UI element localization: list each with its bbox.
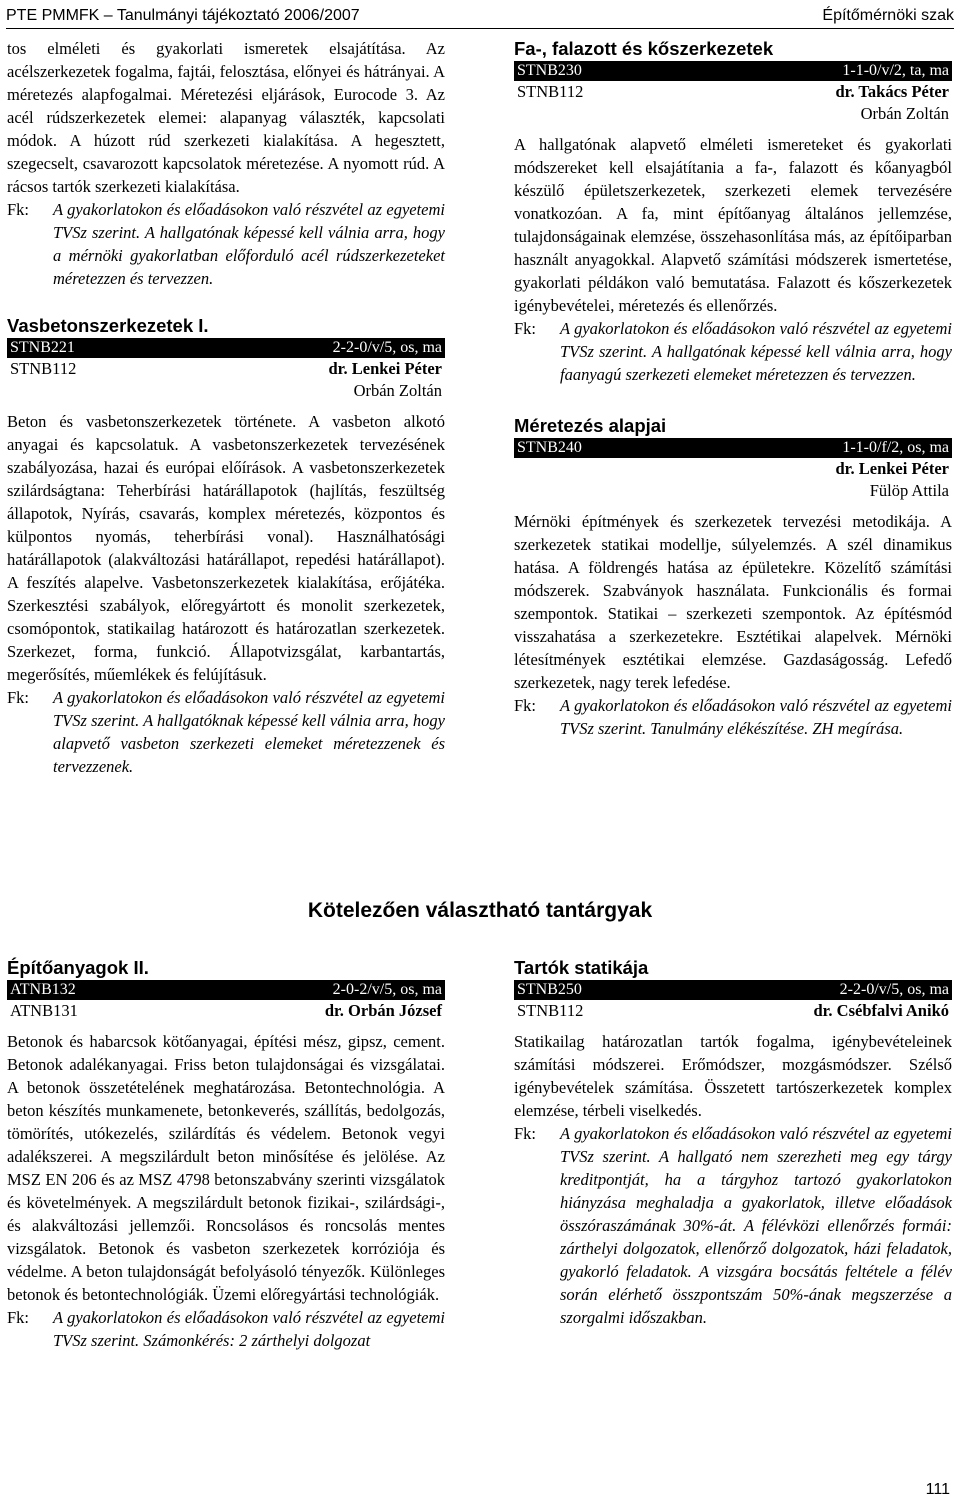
right-top-column — [514, 37, 952, 740]
right-bottom-column — [514, 956, 952, 1329]
vasbeton-sub-row — [7, 358, 445, 380]
tartok-body: Statikailag határozatlan tartók fogalma, igénybevételeinek számítási módszerei. Erőmódszer, mozgásmódszer. Szélső igénybevételek számítása. Összetett tartószerkezetek komplex elemzése, térbeli viselkedés. — [514, 1032, 952, 1120]
left-bottom-column — [7, 956, 445, 1352]
acel-intro-text: tos elméleti és gyakorlati ismeretek elsajátítása. Az acélszerkezetek fogalma, fajtái, felosztása, előnyei és hátrányai. A méretezés alapfogalmai. Méretezési eljárások, Eurocode 3. Az acél rúdszerkezetek elemei: alapanyag választék, kapcsolati módok. A húzott rúd szerkezeti kialakítása. A hegesztett, szegecselt, csavarozott kapcsolatok méretezése. A nyomott rúd. A rácsos tartók szerkezeti kialakítása. — [7, 39, 445, 196]
section-title: Kötelezően választható tantárgyak — [307, 899, 653, 922]
epitoanyagok-sub-row — [7, 1000, 445, 1022]
epitoanyagok-title: Építőanyagok II. — [7, 957, 149, 978]
course-hours: 2-0-2/v/5, os, ma — [332, 981, 442, 998]
falazott-body: A hallgatónak alapvető elméleti ismereteket és gyakorlati módszereket kell elsajátítania a fa-, falazott és kőanyagból készülő épületszerkezetek, szerkezeti elemek tervezésére vonatkozóan. A fa, mint építőanyag általános jellemzése, tulajdonságainak elemzése, összehasonlítása más, az építőiparban használt anyagokkal. Alapvető számítási módszerek ismertetése, gyakorlati példákon való bemutatása. Falazott és kőszerkezetek igénybevételei, méretezés és ellenőrzés. — [514, 135, 952, 315]
epitoanyagok-fk — [7, 1306, 445, 1352]
course-code: STNB230 — [517, 62, 582, 79]
lecturer-secondary: Orbán Zoltán — [353, 381, 442, 400]
falazott-fk — [514, 317, 952, 386]
lecturer-primary: dr. Csébfalvi Anikó — [813, 1001, 949, 1020]
fk-text: A gyakorlatokon és előadásokon való részvétel az egyetemi TVSz szerint. Tanulmány elékészítése. ZH megírása. — [560, 696, 952, 738]
lecturer-primary: dr. Lenkei Péter — [835, 459, 949, 478]
meretezes-fk — [514, 694, 952, 740]
fk-label: Fk: — [514, 319, 537, 338]
vasbeton-body: Beton és vasbetonszerkezetek története. A vasbeton alkotó anyagai és kapcsolatuk. A vasbetonszerkezetek tervezésének szabályozása, hazai és európai előírások. A vasbetonszerkezetek szilárdságtana: Teherbírási határállapotok (hajlítás, feszültség állapotok, Nyírás, csavarás, komplex méretezés, központos és külpontos nyomás, teherbírási vonal). Használhatósági határállapotok (alakváltozási határállapot, repedési határállapot). A feszítés alapelve. Vasbetonszerkezetek kialakítása, erőjátéka. Szerkesztési szabályok, előregyártott és monolit szerkezetek, csomópontok, statikailag határozott és határozatlan szerkezetek. Szerkezet, forma, funkció. Állapotvizsgálat, karbantartás, megerősítés, műemlékek és felújításuk. — [7, 412, 445, 684]
vasbeton-title: Vasbetonszerkezetek I. — [7, 315, 209, 336]
vasbeton-code-bar — [7, 338, 445, 358]
fk-text: A gyakorlatokon és előadásokon való részvétel az egyetemi TVSz szerint. A hallgató nem szerezheti meg egy tárgy kreditpontját, ha a tárgyhoz tartozó gyakorlatokon hiányzása meghaladja a gyakorlatok, illetve előadások összóraszámának 30%-át. A félévközi ellenőrzés formái: zárthelyi dolgozatok, ellenőrző dolgozatok, házi feladatok, gyakorló feladatok. A vizsgára bocsátás feltétele a félév során elérhető összpontszám 50%-ának megszerzése a szorgalmi időszakban. — [560, 1124, 952, 1327]
fk-text: A gyakorlatokon és előadásokon való részvétel az egyetemi TVSz szerint. A hallgatóknak képessé kell válnia arra, hogy alapvető vasbeton szerkezeti elemeket méretezzenek és tervezzenek. — [53, 688, 445, 776]
fk-label: Fk: — [7, 1308, 30, 1327]
tartok-code-bar — [514, 980, 952, 1000]
header-right: Építőmérnöki szak — [822, 7, 954, 24]
fk-text: A gyakorlatokon és előadásokon való részvétel az egyetemi TVSz szerint. A hallgatónak képessé kell válnia arra, hogy a mérnöki gyakorlatban előforduló acél rúdszerkezeteket méretezzen és tervezzen. — [53, 200, 445, 288]
course-hours: 2-2-0/v/5, os, ma — [839, 981, 949, 998]
fk-text: A gyakorlatokon és előadásokon való részvétel az egyetemi TVSz szerint. A hallgatónak képessé kell válnia arra, hogy faanyagú szerkezeti elemeket méretezzen és tervezzen. — [560, 319, 952, 384]
tartok-fk — [514, 1122, 952, 1329]
tartok-sub-row — [514, 1000, 952, 1022]
fk-label: Fk: — [7, 200, 30, 219]
course-code: STNB240 — [517, 439, 582, 456]
lecturer-primary: dr. Takács Péter — [835, 82, 949, 101]
meretezes-body: Mérnöki építmények és szerkezetek tervezési metodikája. A szerkezetek statikai modellje, súlyelemzés. A szél dinamikus hatása. A földrengés hatása az épületekre. Közelítő számítási módszerek. Szabványok használata. Funkcionális és formai szempontok. Statikai – szerkezeti szempontok. Az építésmód visszahatása a szerkezetekre. Esztétikai alapelvek. Mérnöki létesítmények esztétikai elemzése. Gazdaságosság. Lefedő szerkezetek, nagy terek lefedése. — [514, 512, 952, 692]
header-left: PTE PMMFK – Tanulmányi tájékoztató 2006/2007 — [6, 7, 360, 24]
prereq-code: ATNB131 — [10, 1001, 78, 1020]
meretezes-title: Méretezés alapjai — [514, 415, 667, 436]
course-hours: 1-1-0/f/2, os, ma — [842, 439, 949, 456]
fk-label: Fk: — [7, 688, 30, 707]
vasbeton-fk — [7, 686, 445, 778]
prereq-code: STNB112 — [10, 359, 77, 378]
course-code: STNB221 — [10, 339, 75, 356]
meretezes-code-bar — [514, 438, 952, 458]
course-code: STNB250 — [517, 981, 582, 998]
lecturer-primary: dr. Orbán József — [324, 1001, 442, 1020]
left-top-column — [7, 37, 445, 778]
fk-label: Fk: — [514, 696, 537, 715]
fk-text: A gyakorlatokon és előadásokon való részvétel az egyetemi TVSz szerint. Számonkérés: 2 zárthelyi dolgozat — [53, 1308, 445, 1350]
fk-label: Fk: — [514, 1124, 537, 1143]
acel-fk — [7, 198, 445, 290]
epitoanyagok-body: Betonok és habarcsok kötőanyagai, építési mész, gipsz, cement. Betonok adalékanyagai. Friss beton tulajdonságai és vizsgálatai. A betonok összetételének meghatározása. Betontechnológia. A beton készítés munkamenete, betonkeverés, szállítás, bedolgozás, tömörítés, utókezelés, szilárdítás és védelem. Betonok vegyi adalékszerei. A megszilárdult beton minősítése és jelölése. Az MSZ EN 206 és az MSZ 4798 betonszabvány szerinti vizsgálatok és követelmények. A megszilárdult betonok fizikai-, szilárdsági-, és alakváltozási jellemzői. Roncsolásos és roncsolás mentes vizsgálatok. Betonok és vasbeton szerkezetek korróziója és védelme. A beton tulajdonságát befolyásoló tényezők. Különleges betonok és betontechnológiák. Üzemi előregyártási technológiák. — [7, 1032, 445, 1304]
tartok-title: Tartók statikája — [514, 957, 649, 978]
falazott-sub-row — [514, 81, 952, 103]
epitoanyagok-code-bar — [7, 980, 445, 1000]
course-hours: 1-1-0/v/2, ta, ma — [842, 62, 949, 79]
prereq-code: STNB112 — [517, 1001, 584, 1020]
lecturer-secondary: Orbán Zoltán — [860, 104, 949, 123]
course-code: ATNB132 — [10, 981, 76, 998]
page-header — [6, 4, 954, 29]
falazott-code-bar — [514, 61, 952, 81]
course-hours: 2-2-0/v/5, os, ma — [332, 339, 442, 356]
prereq-code: STNB112 — [517, 82, 584, 101]
lecturer-secondary: Fülöp Attila — [869, 481, 949, 500]
lecturer-primary: dr. Lenkei Péter — [328, 359, 442, 378]
falazott-title: Fa-, falazott és kőszerkezetek — [514, 38, 774, 59]
page-number: 111 — [925, 1481, 950, 1498]
